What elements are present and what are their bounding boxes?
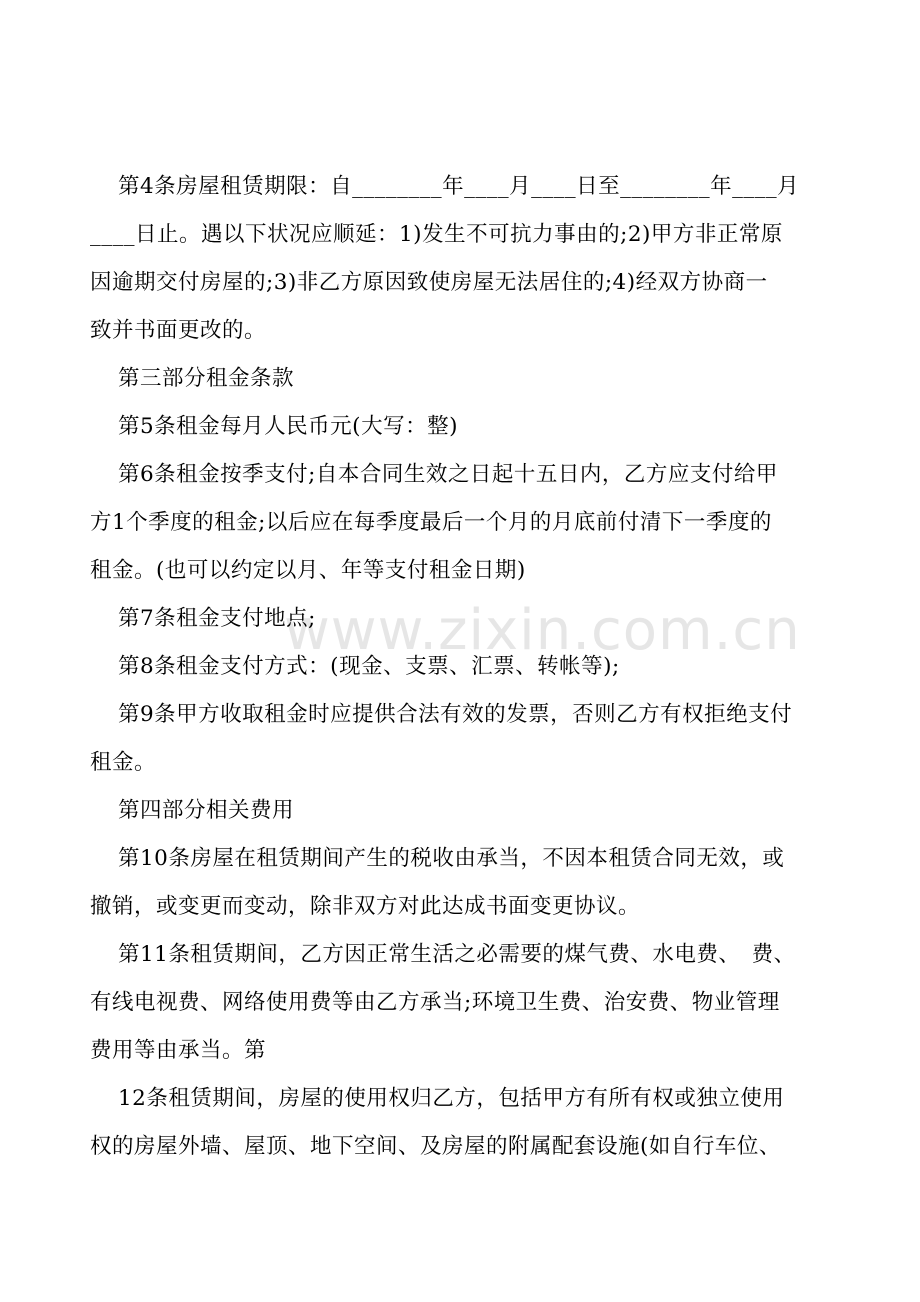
paragraph-line: 租金。 xyxy=(90,750,157,775)
paragraph-line: 第7条租金支付地点; xyxy=(118,606,316,631)
paragraph-line: 租金。(也可以约定以月、年等支付租金日期) xyxy=(90,558,526,583)
paragraph-line: 第5条租金每月人民币元(大写：整) xyxy=(118,414,458,439)
document-body xyxy=(90,163,850,1171)
paragraph-line: 第4条房屋租赁期限：自________年____月____日至________年____月 xyxy=(118,174,800,199)
paragraph-line: 费用等由承当。第 xyxy=(90,1038,267,1063)
paragraph-line: 第9条甲方收取租金时应提供合法有效的发票，否则乙方有权拒绝支付 xyxy=(118,702,793,727)
section-heading: 第四部分相关费用 xyxy=(118,798,295,823)
watermark: www.zixin.com.cn xyxy=(284,598,801,663)
paragraph-line: 有线电视费、网络使用费等由乙方承当;环境卫生费、治安费、物业管理 xyxy=(90,990,780,1015)
paragraph-line: 第11条租赁期间，乙方因正常生活之必需要的煤气费、水电费、 费、 xyxy=(118,942,796,967)
paragraph-line: ____日止。遇以下状况应顺延：1)发生不可抗力事由的;2)甲方非正常原 xyxy=(90,222,783,247)
paragraph-line: 12条租赁期间，房屋的使用权归乙方，包括甲方有所有权或独立使用 xyxy=(118,1086,785,1111)
paragraph-line: 第10条房屋在租赁期间产生的税收由承当，不因本租赁合同无效，或 xyxy=(118,846,785,871)
paragraph-line: 致并书面更改的。 xyxy=(90,318,267,343)
paragraph-line: 撤销，或变更而变动，除非双方对此达成书面变更协议。 xyxy=(90,894,641,919)
paragraph-line: 权的房屋外墙、屋顶、地下空间、及房屋的附属配套设施(如自行车位、 xyxy=(90,1134,781,1159)
paragraph-line: 方1个季度的租金;以后应在每季度最后一个月的月底前付清下一季度的 xyxy=(90,510,772,535)
paragraph-line: 第6条租金按季支付;自本合同生效之日起十五日内，乙方应支付给甲 xyxy=(118,462,778,487)
paragraph-line: 因逾期交付房屋的;3)非乙方原因致使房屋无法居住的;4)经双方协商一 xyxy=(90,270,768,295)
paragraph-line: 第8条租金支付方式：(现金、支票、汇票、转帐等); xyxy=(118,654,620,679)
section-heading: 第三部分租金条款 xyxy=(118,366,295,391)
